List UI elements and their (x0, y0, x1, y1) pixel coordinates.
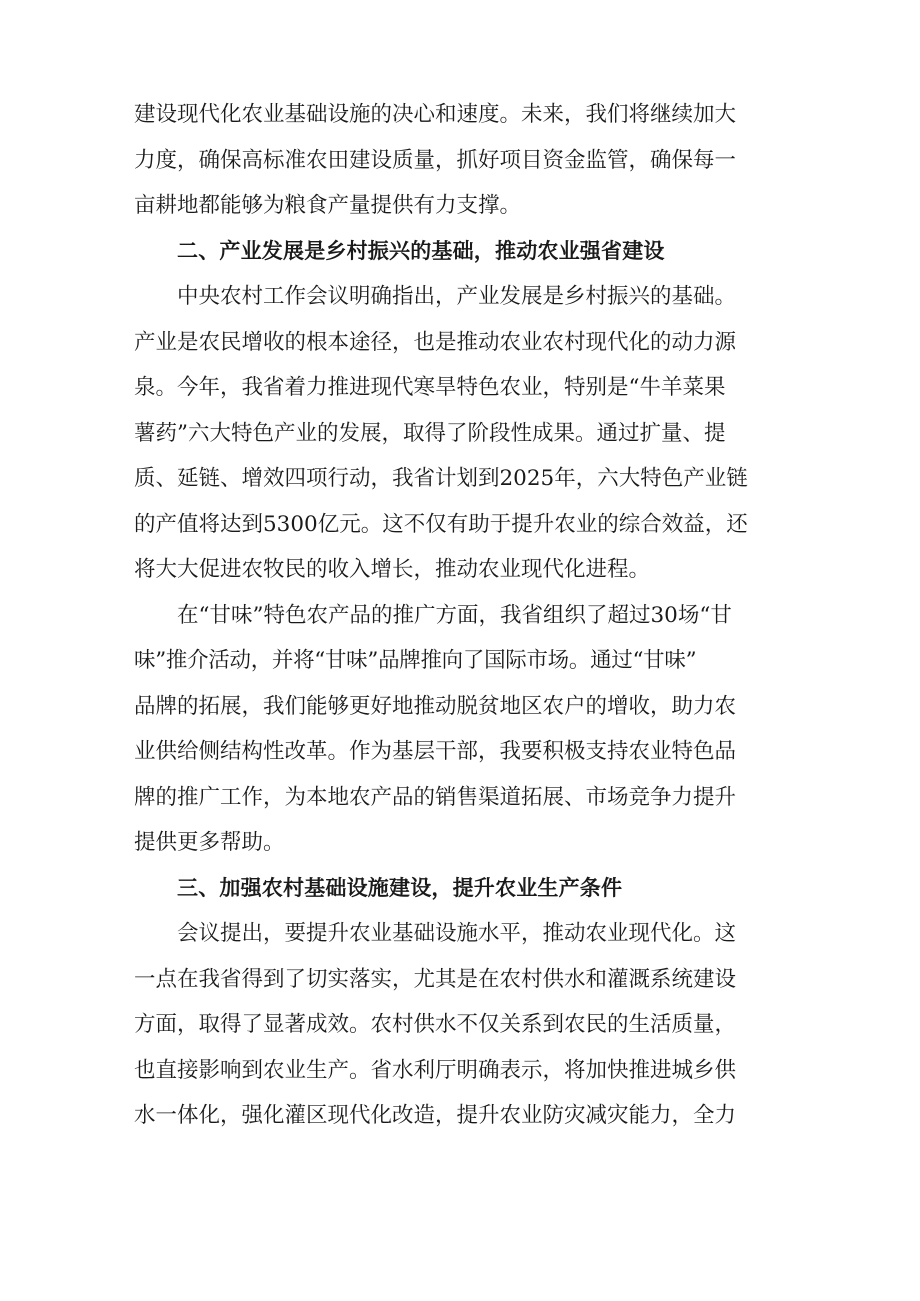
text-line: 中央农村工作会议明确指出，产业发展是乡村振兴的基础。 (177, 284, 737, 309)
text-line: 亩耕地都能够为粮食产量提供有力支撑。 (134, 193, 522, 218)
text-line: 建设现代化农业基础设施的决心和速度。未来，我们将继续加大 (134, 102, 737, 127)
text-line: 业供给侧结构性改革。作为基层干部，我要积极支持农业特色品 (134, 739, 737, 764)
section-heading-2: 二、产业发展是乡村振兴的基础，推动农业强省建设 (177, 238, 665, 263)
text-line: 品牌的拓展，我们能够更好地推动脱贫地区农户的增收，助力农 (134, 693, 737, 719)
text-line: 会议提出，要提升农业基础设施水平，推动农业现代化。这 (177, 921, 737, 946)
text-line: 的产值将达到5300亿元。这不仅有助于提升农业的综合效益，还 (134, 511, 748, 537)
text-line: 力度，确保高标准农田建设质量，抓好项目资金监管，确保每一 (134, 147, 737, 173)
text-line: 味”推介活动，并将“甘味”品牌推向了国际市场。通过“甘味” (134, 648, 697, 673)
text-line: 方面，取得了显著成效。农村供水不仅关系到农民的生活质量， (134, 1012, 737, 1037)
text-line: 产业是农民增收的根本途径，也是推动农业农村现代化的动力源 (134, 329, 737, 355)
document-body (134, 92, 786, 1139)
text-line: 提供更多帮助。 (134, 830, 285, 855)
text-line: 牌的推广工作，为本地农产品的销售渠道拓展、市场竞争力提升 (134, 784, 737, 810)
text-line: 质、延链、增效四项行动，我省计划到2025年，六大特色产业链 (134, 466, 748, 491)
text-line: 一点在我省得到了切实落实，尤其是在农村供水和灌溉系统建设 (134, 966, 737, 992)
text-line: 也直接影响到农业生产。省水利厅明确表示，将加快推进城乡供 (134, 1057, 737, 1083)
text-line: 在“甘味”特色农产品的推广方面，我省组织了超过30场“甘 (177, 602, 732, 628)
text-line: 水一体化，强化灌区现代化改造，提升农业防灾减灾能力，全力 (134, 1103, 737, 1128)
text-line: 将大大促进农牧民的收入增长，推动农业现代化进程。 (134, 557, 651, 582)
text-line: 泉。今年，我省着力推进现代寒旱特色农业，特别是“牛羊菜果 (134, 375, 726, 400)
text-line: 薯药”六大特色产业的发展，取得了阶段性成果。通过扩量、提 (134, 420, 726, 446)
section-heading-3: 三、加强农村基础设施建设，提升农业生产条件 (177, 875, 623, 900)
